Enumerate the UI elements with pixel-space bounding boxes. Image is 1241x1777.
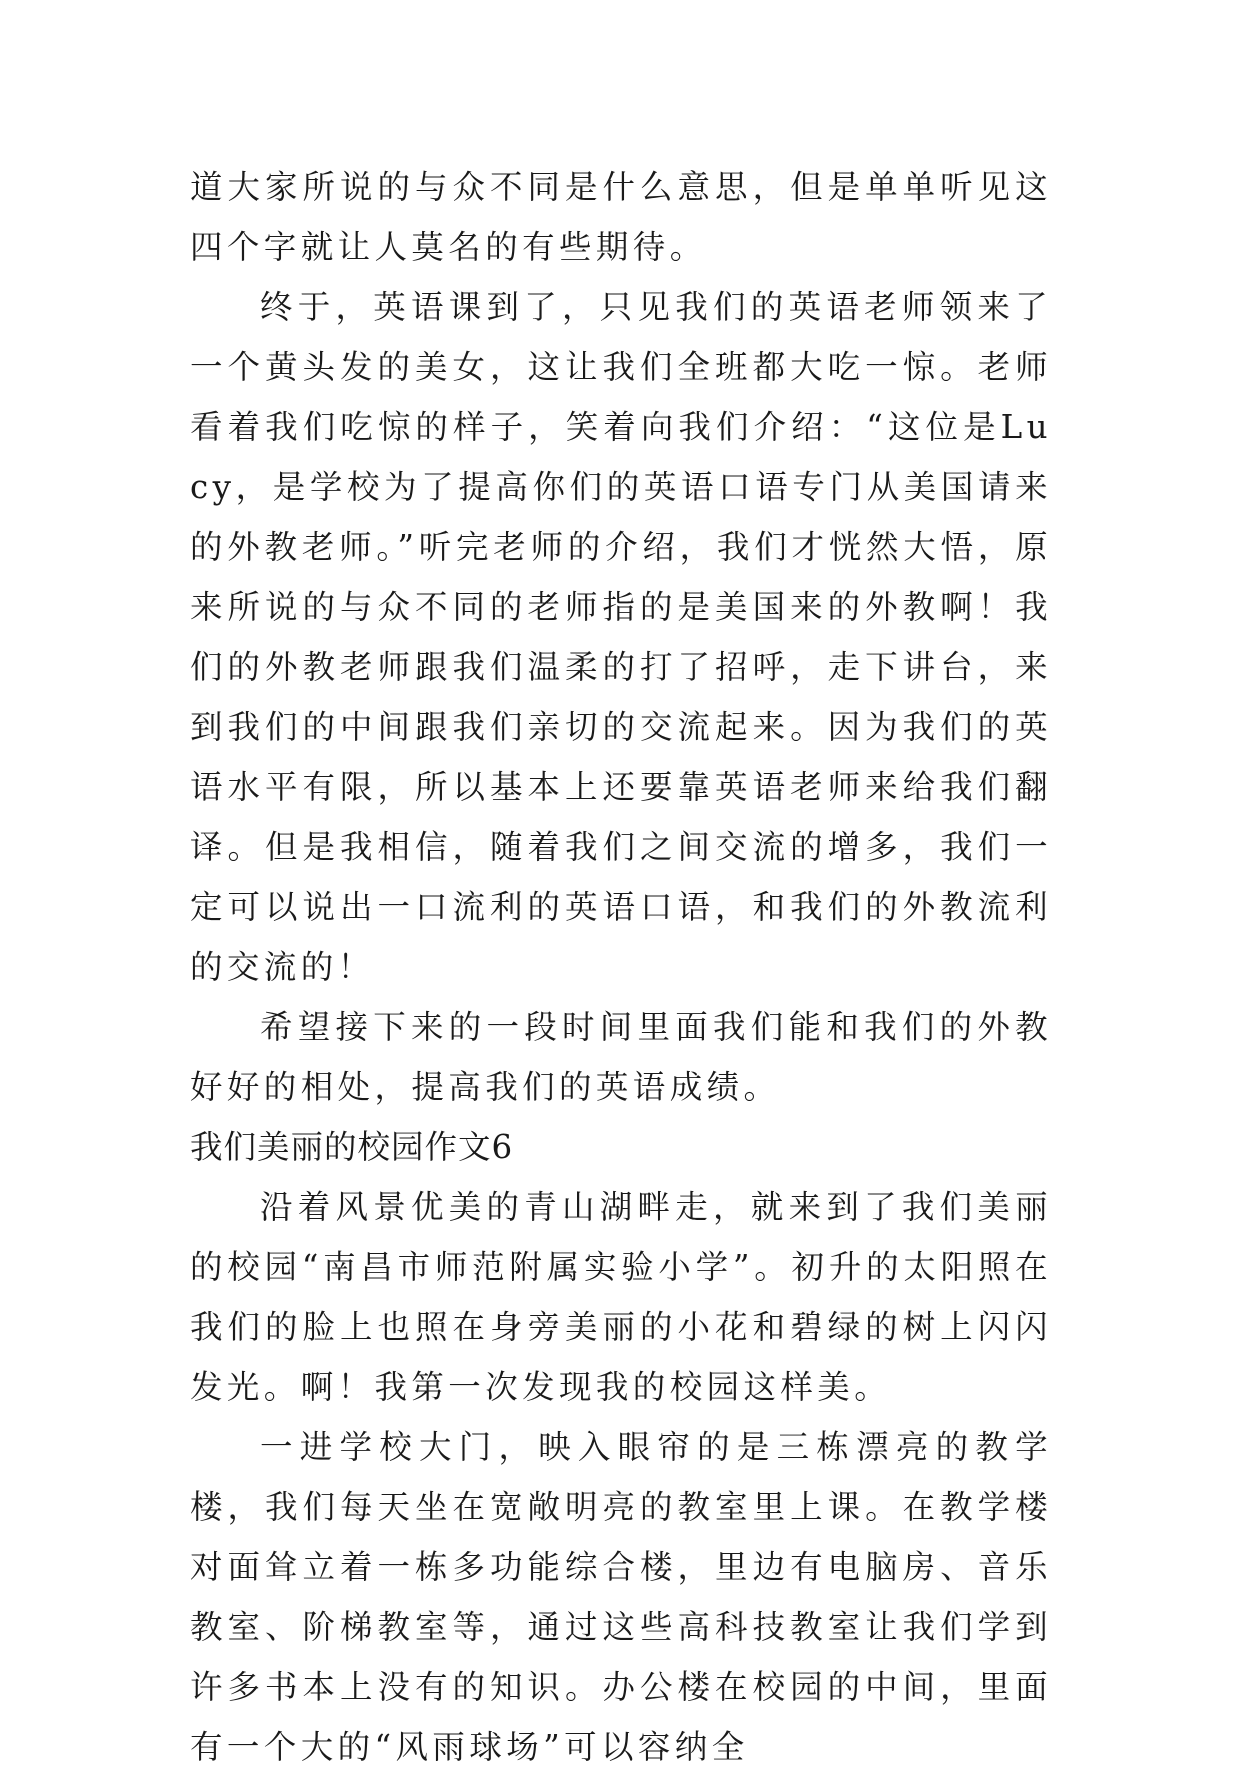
paragraph-5: 一进学校大门，映入眼帘的是三栋漂亮的教学楼，我们每天坐在宽敞明亮的教室里上课。在教学楼对面耸立着一栋多功能综合楼，里边有电脑房、音乐教室、阶梯教室等，通过这些高科技教室让我们学到许多书本上没有的知识。办公楼在校园的中间，里面有一个大的“风雨球场”可以容纳全	[190, 1428, 1052, 1766]
paragraph-3: 希望接下来的一段时间里面我们能和我们的外教好好的相处，提高我们的英语成绩。	[190, 1008, 1052, 1106]
paragraph-4: 沿着风景优美的青山湖畔走，就来到了我们美丽的校园“南昌市师范附属实验小学”。初升的太阳照在我们的脸上也照在身旁美丽的小花和碧绿的树上闪闪发光。啊！我第一次发现我的校园这样美。	[190, 1188, 1052, 1406]
paragraph-1: 道大家所说的与众不同是什么意思，但是单单听见这四个字就让人莫名的有些期待。	[190, 168, 1052, 266]
document-body	[190, 157, 1052, 1777]
paragraph-2: 终于，英语课到了，只见我们的英语老师领来了一个黄头发的美女，这让我们全班都大吃一惊。老师看着我们吃惊的样子，笑着向我们介绍：“这位是Lucy，是学校为了提高你们的英语口语专门从美国请来的外教老师。”听完老师的介绍，我们才恍然大悟，原来所说的与众不同的老师指的是美国来的外教啊！我们的外教老师跟我们温柔的打了招呼，走下讲台，来到我们的中间跟我们亲切的交流起来。因为我们的英语水平有限，所以基本上还要靠英语老师来给我们翻译。但是我相信，随着我们之间交流的增多，我们一定可以说出一口流利的英语口语，和我们的外教流利的交流的！	[190, 288, 1052, 986]
section-heading: 我们美丽的校园作文6	[190, 1128, 514, 1166]
